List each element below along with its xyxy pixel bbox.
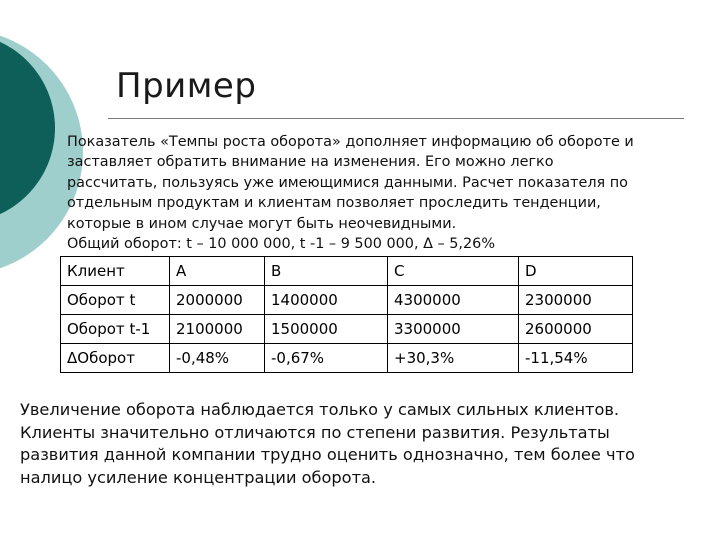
intro-line: рассчитать, пользуясь уже имеющимися данными. Расчет показателя по [67,174,628,191]
table-cell: 2100000 [170,315,265,344]
table-cell: -11,54% [519,344,633,373]
table-header-row [61,257,633,286]
table-cell: A [170,257,265,286]
conclusion-line: Клиенты значительно отличаются по степени развития. Результаты [20,422,610,442]
table-cell: 2000000 [170,286,265,315]
conclusion-line: развития данной компании трудно оценить однозначно, тем более что [20,445,635,464]
table-cell: Оборот t [61,286,170,315]
table-cell: B [265,257,388,286]
table-cell: 2600000 [519,315,633,344]
intro-line: которые в ином случае могут быть неочевидными. [67,215,457,232]
table-cell: -0,67% [265,344,388,373]
table-cell: +30,3% [388,344,519,373]
table-row [61,286,633,315]
table-cell: Оборот t-1 [61,315,170,344]
intro-line: заставляет обратить внимание на изменения. Его можно легко [67,154,554,171]
conclusion-line: налицо усиление концентрации оборота. [20,467,377,487]
conclusion-line: Увеличение оборота наблюдается только у самых сильных клиентов. [20,400,620,419]
intro-total-line: Общий оборот: t – 10 000 000, t -1 – 9 500 000, Δ – 5,26% [67,236,495,253]
table-cell: 4300000 [388,286,519,315]
table-cell: 2300000 [519,286,633,315]
table-row [61,344,633,373]
table-cell: Клиент [61,257,170,286]
table-row [61,315,633,344]
table-cell: -0,48% [170,344,265,373]
title-divider [108,118,684,119]
table-cell: 1500000 [265,315,388,344]
turnover-table [60,256,633,373]
table-cell: 3300000 [388,315,519,344]
table-cell: ΔОборот [61,344,170,373]
table-cell: 1400000 [265,286,388,315]
intro-line: отдельным продуктам и клиентам позволяет проследить тенденции, [67,195,601,212]
page-title: Пример [116,66,257,106]
table-cell: D [519,257,633,286]
intro-paragraph [67,132,697,254]
intro-line: Показатель «Темпы роста оборота» дополняет информацию об обороте и [67,134,634,150]
conclusion-paragraph [20,399,710,489]
table-cell: C [388,257,519,286]
